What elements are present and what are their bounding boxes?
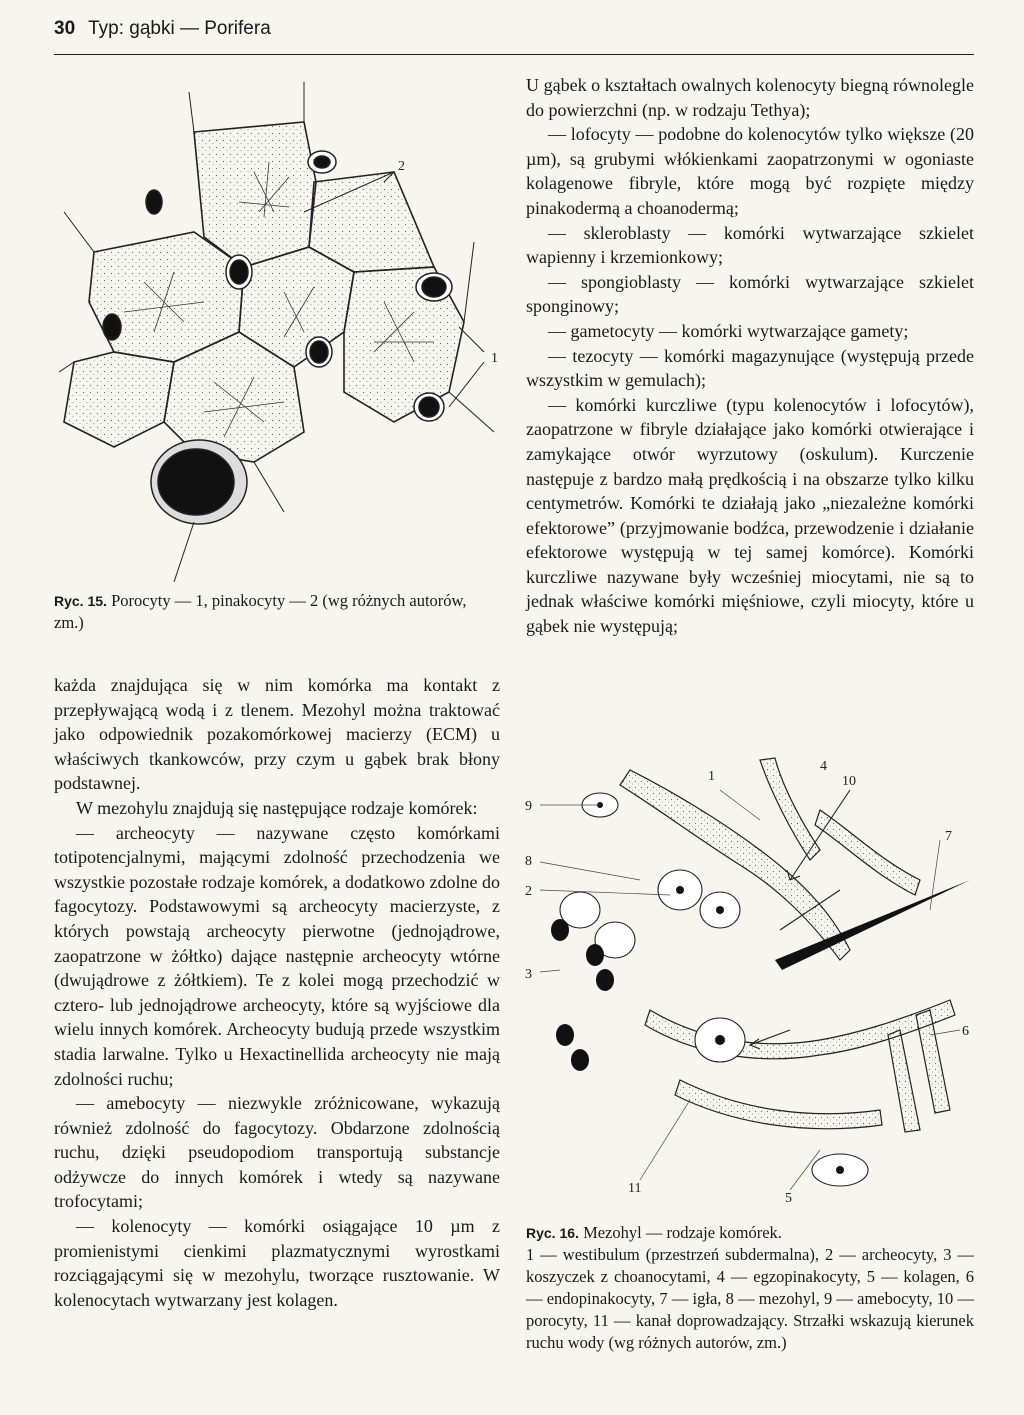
- fig15-label-2: 2: [398, 159, 405, 174]
- page-number: 30: [54, 18, 76, 39]
- fig16-label-2: 2: [525, 884, 532, 899]
- paragraph: — tezocyty — komórki magazynujące (występują przede wszystkim w gemulach);: [526, 345, 974, 391]
- fig16-label-5: 5: [785, 1191, 792, 1206]
- fig16-label-6: 6: [962, 1024, 969, 1039]
- paragraph: — skleroblasty — komórki wytwarzające szkielet wapienny i krzemionkowy;: [526, 222, 974, 268]
- fig16-label-11: 11: [628, 1181, 642, 1196]
- paragraph: — amebocyty — niezwykle zróżnicowane, wykazują również zdolność do fagocytozy. Obdarzone zdolnością ruchu, dzięki pseudopodiom transportują substancje odżywcze do innych komórek i wtedy są nazywane trofocytami;: [54, 1093, 500, 1212]
- fig16-label-9: 9: [525, 799, 532, 814]
- paragraph: — lofocyty — podobne do kolenocytów tylko większe (20 µm), są grubymi włókienkami zaopatrzonymi w ogoniaste kolagenowe fibryle, które mogą być rozpięte między pinakodermą a choanodermą;: [526, 124, 974, 218]
- pinacocyte-cell: [64, 352, 174, 447]
- figure-15-caption: [54, 590, 500, 634]
- running-header: [54, 18, 974, 55]
- fig16-label-8: 8: [525, 854, 532, 869]
- figure-16-drawing: [520, 750, 980, 1210]
- paragraph: — gametocyty — komórki wytwarzające gamety;: [548, 320, 909, 341]
- running-title: Typ: gąbki — Porifera: [88, 18, 271, 39]
- fig16-label-1: 1: [708, 769, 715, 784]
- figure-16-caption-text: 1 — westibulum (przestrzeń subdermalna), 2 — archeocyty, 3 — koszyczek z choanocytami, 4 — egzopinakocyty, 5 — kolagen, 6 — endopinakocyty, 7 — igła, 8 — mezohyl, 9 — amebocyty, 10 — porocyty, 11 — kanał doprowadzający. Strzałki wskazują kierunek ruchu wody (wg różnych autorów, zm.): [526, 1245, 974, 1352]
- figure-16-caption: [526, 1222, 974, 1354]
- fig16-label-10: 10: [842, 774, 856, 789]
- fig16-label-7: 7: [945, 829, 952, 844]
- right-column-text: [526, 73, 974, 639]
- fig15-label-1: 1: [491, 351, 498, 366]
- paragraph: każda znajdująca się w nim komórka ma kontakt z przepływającą wodą i z tlenem. Mezohyl można traktować jako odpowiednik pozakomórkowej macierzy (ECM) u właściwych tkankowców, przy czym u gąbek brak błony podstawnej.: [54, 675, 500, 794]
- paragraph: — komórki kurczliwe (typu kolenocytów i lofocytów), zaopatrzone w fibryle działające jako komórki otwierające i zamykające otwór wyrzutowy (oskulum). Kurczenie następuje z bardzo małą prędkością i na obszarze tylko kilku centymetrów. Komórki te działają jako „niezależne komórki efektorowe” (przyjmowanie bodźca, przewodzenie i działanie efektorowe występują w tej samej komórce). Komórki kurczliwe nazywane były wcześniej miocytami, nie są to jednak właściwe komórki mięśniowe, czyli miocyty, które u gąbek nie występują;: [526, 394, 974, 637]
- pinacocyte-cell: [309, 172, 434, 272]
- fig16-label-4: 4: [820, 759, 827, 774]
- fig16-label-3: 3: [525, 967, 532, 982]
- paragraph: — kolenocyty — komórki osiągające 10 µm z promienistymi cienkimi plazmatycznymi wyrostkami rozciągającymi się w mezohylu, tworzące rusztowanie. W kolenocytach wytwarzany jest kolagen.: [54, 1216, 500, 1310]
- paragraph: — archeocyty — nazywane często komórkami totipotencjalnymi, mającymi zdolność przechodzenia we wszystkie pozostałe rodzaje komórek, a dodatkowo zdolne do fagocytozy. Podstawowymi są archeocyty macierzyste, z których powstają archeocyty pierwotne (jednojądrowe, zaopatrzone w żółtko) dające następnie archeocyty wtórne (dwujądrowe z żółtkiem). Te z kolei mogą przechodzić w cztero- lub jednojądrowe archeocyty, które są wyjściowe dla wielu innych komórek. Archeocyty budują przede wszystkim stadia larwalne. Tylko u Hexactinellida archeocyty nie mają zdolności ruchu;: [54, 822, 500, 1089]
- figure-16-caption-title: Mezohyl — rodzaje komórek.: [578, 1223, 782, 1242]
- figure-15-caption-text: Porocyty — 1, pinakocyty — 2 (wg różnych autorów, zm.): [54, 591, 467, 632]
- figure-15-label: Ryc. 15.: [54, 593, 107, 609]
- figure-15-drawing: [54, 62, 504, 582]
- paragraph: U gąbek o kształtach owalnych kolenocyty biegną równolegle do powierzchni (np. w rodzaju Tethya);: [526, 75, 974, 120]
- paragraph: W mezohylu znajdują się następujące rodzaje komórek:: [76, 797, 478, 818]
- left-column-text: [54, 673, 500, 1312]
- figure-16-label: Ryc. 16.: [526, 1225, 579, 1241]
- paragraph: — spongioblasty — komórki wytwarzające szkielet sponginowy;: [526, 271, 974, 317]
